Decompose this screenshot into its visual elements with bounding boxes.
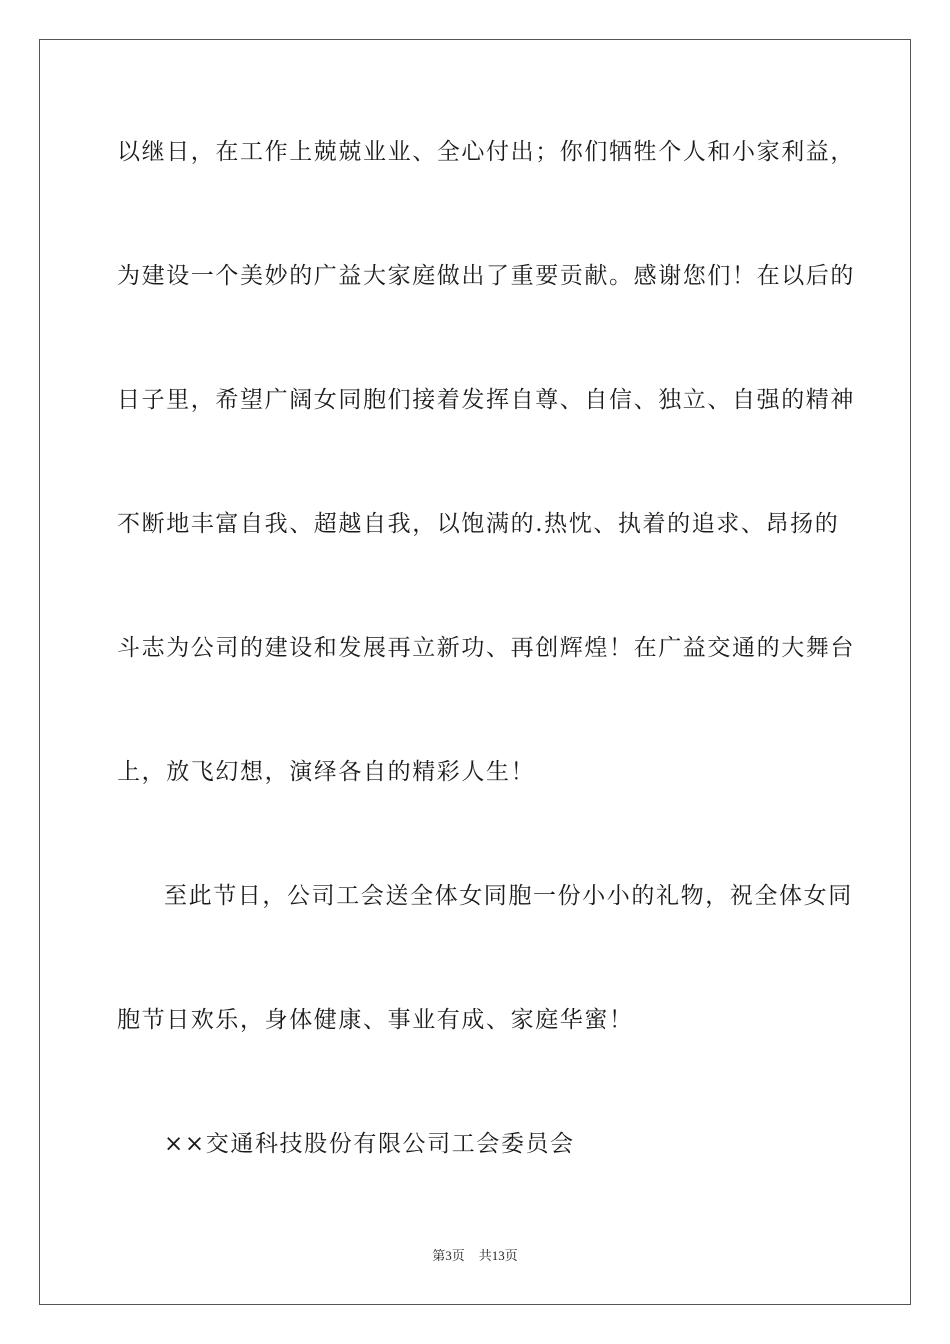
body-line-7: 至此节日，公司工会送全体女同胞一份小小的礼物，祝全体女同	[164, 883, 853, 909]
page-total: 共13页	[478, 1248, 518, 1263]
body-line-4: 不断地丰富自我、超越自我，以饱满的.热忱、执着的追求、昂扬的	[117, 511, 840, 537]
body-line-1: 以继日，在工作上兢兢业业、全心付出；你们牺牲个人和小家利益，	[117, 139, 855, 165]
page-frame	[39, 39, 911, 1305]
body-line-2: 为建设一个美妙的广益大家庭做出了重要贡献。感谢您们！在以后的	[117, 263, 855, 289]
page-number: 第3页	[432, 1248, 465, 1263]
signature-line: ××交通科技股份有限公司工会委员会	[164, 1131, 575, 1157]
body-line-5: 斗志为公司的建设和发展再立新功、再创辉煌！在广益交通的大舞台	[117, 635, 855, 661]
body-line-3: 日子里，希望广阔女同胞们接着发挥自尊、自信、独立、自强的精神	[117, 387, 855, 413]
page-footer	[0, 1247, 950, 1265]
body-line-6: 上，放飞幻想，演绎各自的精彩人生！	[117, 759, 536, 785]
body-line-8: 胞节日欢乐，身体健康、事业有成、家庭华蜜！	[117, 1007, 634, 1033]
